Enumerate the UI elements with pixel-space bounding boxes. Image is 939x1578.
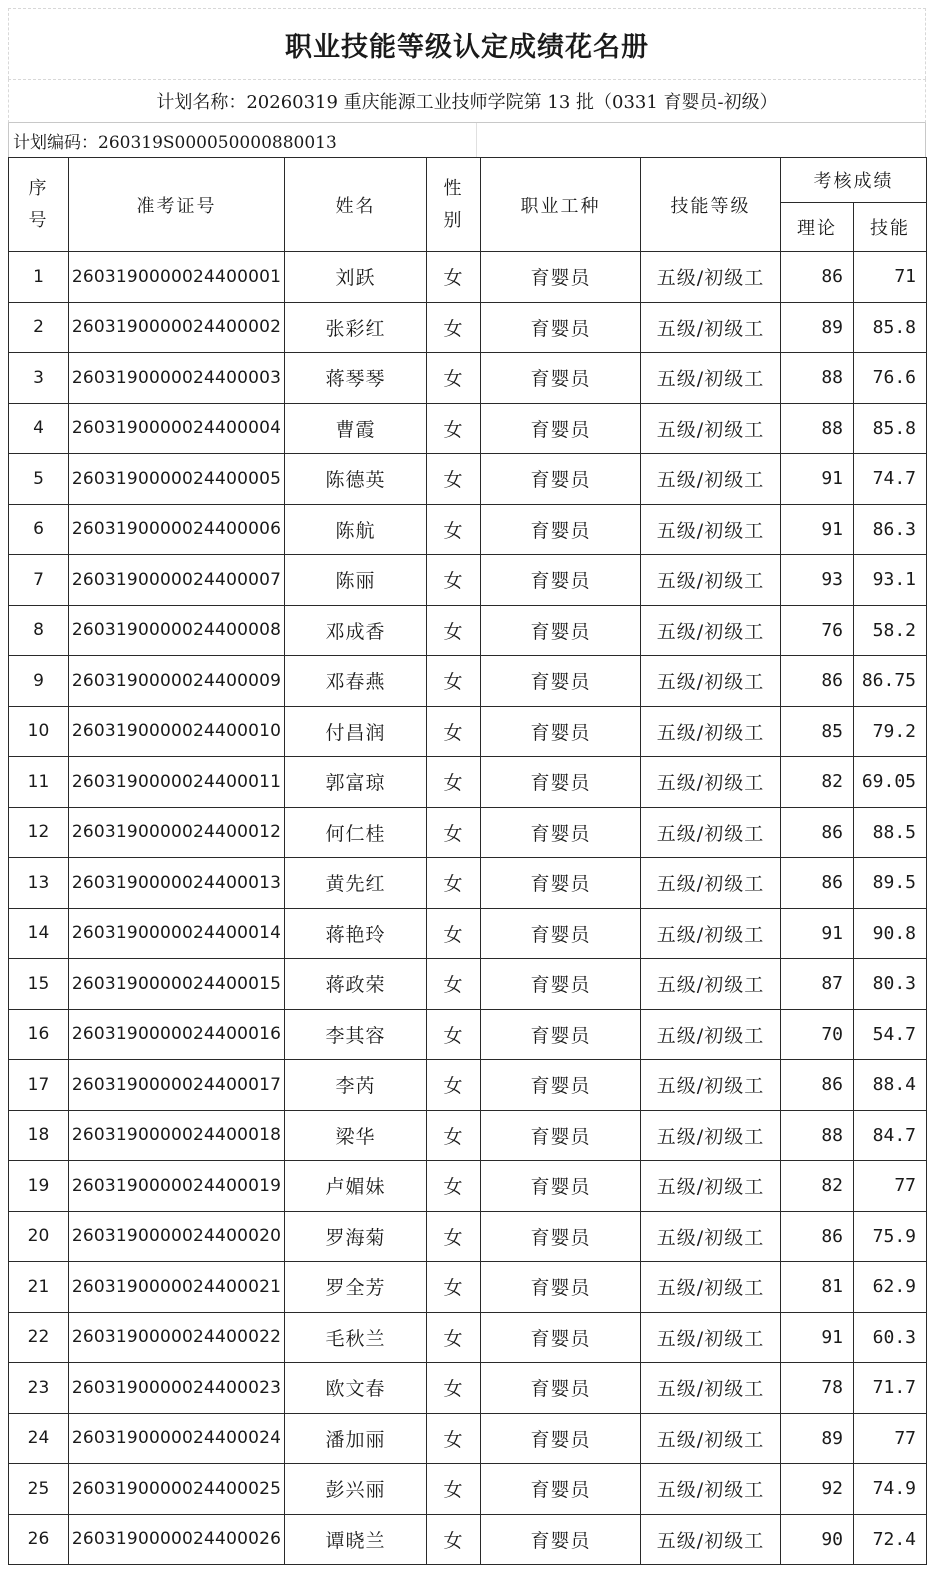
cell-level: 五级/初级工 [641, 1009, 781, 1060]
cell-level: 五级/初级工 [641, 504, 781, 555]
cell-theory: 91 [781, 1312, 854, 1363]
cell-ticket: 2603190000024400022 [69, 1312, 285, 1363]
table-row [9, 1312, 927, 1363]
table-row [9, 1211, 927, 1262]
cell-level: 五级/初级工 [641, 807, 781, 858]
cell-gender: 女 [427, 1363, 481, 1414]
cell-level: 五级/初级工 [641, 555, 781, 606]
cell-seq: 17 [9, 1060, 69, 1111]
cell-ticket: 2603190000024400019 [69, 1161, 285, 1212]
cell-ticket: 2603190000024400018 [69, 1110, 285, 1161]
cell-name: 付昌润 [285, 706, 427, 757]
cell-name: 蒋艳玲 [285, 908, 427, 959]
cell-level: 五级/初级工 [641, 403, 781, 454]
cell-gender: 女 [427, 1009, 481, 1060]
cell-name: 陈丽 [285, 555, 427, 606]
cell-ticket: 2603190000024400011 [69, 757, 285, 808]
cell-seq: 19 [9, 1161, 69, 1212]
cell-occupation: 育婴员 [481, 656, 641, 707]
header-ticket: 准考证号 [69, 158, 285, 252]
cell-occupation: 育婴员 [481, 252, 641, 303]
cell-name: 李芮 [285, 1060, 427, 1111]
cell-skill: 86.75 [854, 656, 927, 707]
cell-seq: 14 [9, 908, 69, 959]
cell-gender: 女 [427, 605, 481, 656]
cell-seq: 12 [9, 807, 69, 858]
header-gender-line1: 性 [443, 177, 464, 199]
header-skill: 技能 [854, 203, 927, 252]
cell-name: 毛秋兰 [285, 1312, 427, 1363]
table-row [9, 1413, 927, 1464]
cell-ticket: 2603190000024400012 [69, 807, 285, 858]
table-row [9, 1363, 927, 1414]
cell-skill: 77 [854, 1413, 927, 1464]
cell-ticket: 2603190000024400004 [69, 403, 285, 454]
cell-level: 五级/初级工 [641, 1161, 781, 1212]
cell-seq: 20 [9, 1211, 69, 1262]
cell-gender: 女 [427, 454, 481, 505]
table-row [9, 1110, 927, 1161]
cell-skill: 71 [854, 252, 927, 303]
cell-gender: 女 [427, 1514, 481, 1565]
cell-theory: 86 [781, 1211, 854, 1262]
cell-level: 五级/初级工 [641, 908, 781, 959]
cell-level: 五级/初级工 [641, 959, 781, 1010]
table-row [9, 706, 927, 757]
cell-ticket: 2603190000024400007 [69, 555, 285, 606]
cell-theory: 86 [781, 656, 854, 707]
cell-theory: 91 [781, 908, 854, 959]
cell-theory: 70 [781, 1009, 854, 1060]
cell-gender: 女 [427, 403, 481, 454]
cell-theory: 86 [781, 1060, 854, 1111]
cell-occupation: 育婴员 [481, 1262, 641, 1313]
cell-ticket: 2603190000024400005 [69, 454, 285, 505]
cell-skill: 86.3 [854, 504, 927, 555]
cell-seq: 26 [9, 1514, 69, 1565]
cell-occupation: 育婴员 [481, 1514, 641, 1565]
header-occupation: 职业工种 [481, 158, 641, 252]
cell-seq: 22 [9, 1312, 69, 1363]
header-name: 姓名 [285, 158, 427, 252]
cell-theory: 86 [781, 252, 854, 303]
cell-level: 五级/初级工 [641, 302, 781, 353]
cell-theory: 86 [781, 858, 854, 909]
cell-skill: 88.5 [854, 807, 927, 858]
cell-occupation: 育婴员 [481, 706, 641, 757]
table-row [9, 1009, 927, 1060]
cell-name: 张彩红 [285, 302, 427, 353]
cell-occupation: 育婴员 [481, 1110, 641, 1161]
cell-occupation: 育婴员 [481, 1363, 641, 1414]
table-body [9, 252, 927, 1565]
header-seq-line1: 序 [28, 177, 49, 199]
header-seq [9, 158, 69, 252]
table-row [9, 353, 927, 404]
cell-level: 五级/初级工 [641, 706, 781, 757]
cell-name: 欧文春 [285, 1363, 427, 1414]
cell-theory: 82 [781, 1161, 854, 1212]
cell-ticket: 2603190000024400003 [69, 353, 285, 404]
cell-seq: 4 [9, 403, 69, 454]
cell-gender: 女 [427, 1110, 481, 1161]
cell-level: 五级/初级工 [641, 252, 781, 303]
table-row [9, 1464, 927, 1515]
cell-level: 五级/初级工 [641, 1312, 781, 1363]
cell-gender: 女 [427, 353, 481, 404]
cell-seq: 6 [9, 504, 69, 555]
cell-skill: 75.9 [854, 1211, 927, 1262]
cell-name: 梁华 [285, 1110, 427, 1161]
cell-ticket: 2603190000024400001 [69, 252, 285, 303]
table-row [9, 656, 927, 707]
cell-name: 李其容 [285, 1009, 427, 1060]
cell-ticket: 2603190000024400025 [69, 1464, 285, 1515]
cell-occupation: 育婴员 [481, 908, 641, 959]
cell-seq: 24 [9, 1413, 69, 1464]
cell-theory: 90 [781, 1514, 854, 1565]
cell-ticket: 2603190000024400013 [69, 858, 285, 909]
cell-level: 五级/初级工 [641, 605, 781, 656]
cell-seq: 18 [9, 1110, 69, 1161]
table-row [9, 403, 927, 454]
cell-occupation: 育婴员 [481, 757, 641, 808]
cell-skill: 80.3 [854, 959, 927, 1010]
cell-gender: 女 [427, 252, 481, 303]
cell-occupation: 育婴员 [481, 1009, 641, 1060]
cell-skill: 54.7 [854, 1009, 927, 1060]
cell-seq: 9 [9, 656, 69, 707]
cell-skill: 69.05 [854, 757, 927, 808]
cell-ticket: 2603190000024400006 [69, 504, 285, 555]
table-row [9, 1060, 927, 1111]
cell-theory: 87 [781, 959, 854, 1010]
cell-gender: 女 [427, 1413, 481, 1464]
table-row [9, 858, 927, 909]
header-level: 技能等级 [641, 158, 781, 252]
cell-ticket: 2603190000024400024 [69, 1413, 285, 1464]
cell-occupation: 育婴员 [481, 504, 641, 555]
cell-theory: 93 [781, 555, 854, 606]
cell-level: 五级/初级工 [641, 1413, 781, 1464]
cell-gender: 女 [427, 1262, 481, 1313]
header-gender-line2: 别 [443, 209, 464, 231]
cell-skill: 76.6 [854, 353, 927, 404]
cell-occupation: 育婴员 [481, 1312, 641, 1363]
table-row [9, 807, 927, 858]
cell-occupation: 育婴员 [481, 1211, 641, 1262]
cell-name: 郭富琼 [285, 757, 427, 808]
cell-skill: 84.7 [854, 1110, 927, 1161]
cell-level: 五级/初级工 [641, 858, 781, 909]
header-gender [427, 158, 481, 252]
table-row [9, 908, 927, 959]
cell-gender: 女 [427, 1312, 481, 1363]
cell-skill: 89.5 [854, 858, 927, 909]
cell-level: 五级/初级工 [641, 1464, 781, 1515]
cell-ticket: 2603190000024400023 [69, 1363, 285, 1414]
cell-ticket: 2603190000024400010 [69, 706, 285, 757]
plan-code-row [8, 123, 926, 157]
score-table [8, 157, 927, 1565]
cell-skill: 85.8 [854, 302, 927, 353]
cell-level: 五级/初级工 [641, 656, 781, 707]
cell-seq: 5 [9, 454, 69, 505]
cell-ticket: 2603190000024400021 [69, 1262, 285, 1313]
cell-gender: 女 [427, 1161, 481, 1212]
table-row [9, 504, 927, 555]
cell-gender: 女 [427, 858, 481, 909]
cell-occupation: 育婴员 [481, 858, 641, 909]
cell-name: 卢媚妹 [285, 1161, 427, 1212]
cell-level: 五级/初级工 [641, 1363, 781, 1414]
cell-theory: 92 [781, 1464, 854, 1515]
cell-name: 罗全芳 [285, 1262, 427, 1313]
cell-name: 刘跃 [285, 252, 427, 303]
table-row [9, 1262, 927, 1313]
plan-code: 计划编码：260319S000050000880013 [9, 123, 477, 157]
cell-skill: 60.3 [854, 1312, 927, 1363]
cell-gender: 女 [427, 757, 481, 808]
cell-ticket: 2603190000024400017 [69, 1060, 285, 1111]
cell-skill: 62.9 [854, 1262, 927, 1313]
cell-name: 陈航 [285, 504, 427, 555]
cell-gender: 女 [427, 656, 481, 707]
cell-occupation: 育婴员 [481, 302, 641, 353]
cell-level: 五级/初级工 [641, 1514, 781, 1565]
cell-seq: 10 [9, 706, 69, 757]
cell-ticket: 2603190000024400015 [69, 959, 285, 1010]
cell-gender: 女 [427, 555, 481, 606]
cell-seq: 8 [9, 605, 69, 656]
cell-theory: 82 [781, 757, 854, 808]
cell-theory: 89 [781, 302, 854, 353]
cell-seq: 11 [9, 757, 69, 808]
cell-name: 黄先红 [285, 858, 427, 909]
cell-skill: 72.4 [854, 1514, 927, 1565]
cell-skill: 90.8 [854, 908, 927, 959]
cell-ticket: 2603190000024400002 [69, 302, 285, 353]
cell-gender: 女 [427, 807, 481, 858]
cell-level: 五级/初级工 [641, 454, 781, 505]
cell-name: 邓春燕 [285, 656, 427, 707]
table-row [9, 454, 927, 505]
cell-gender: 女 [427, 908, 481, 959]
table-row [9, 1514, 927, 1565]
cell-seq: 2 [9, 302, 69, 353]
cell-name: 彭兴丽 [285, 1464, 427, 1515]
cell-level: 五级/初级工 [641, 1262, 781, 1313]
header-scores: 考核成绩 [781, 158, 927, 203]
cell-theory: 81 [781, 1262, 854, 1313]
cell-skill: 79.2 [854, 706, 927, 757]
cell-seq: 13 [9, 858, 69, 909]
table-row [9, 1161, 927, 1212]
cell-seq: 23 [9, 1363, 69, 1414]
cell-occupation: 育婴员 [481, 403, 641, 454]
header-seq-line2: 号 [28, 209, 49, 231]
cell-skill: 93.1 [854, 555, 927, 606]
cell-level: 五级/初级工 [641, 1110, 781, 1161]
cell-skill: 71.7 [854, 1363, 927, 1414]
cell-occupation: 育婴员 [481, 1413, 641, 1464]
cell-skill: 74.9 [854, 1464, 927, 1515]
cell-occupation: 育婴员 [481, 959, 641, 1010]
cell-name: 陈德英 [285, 454, 427, 505]
cell-theory: 76 [781, 605, 854, 656]
cell-theory: 89 [781, 1413, 854, 1464]
cell-name: 曹霞 [285, 403, 427, 454]
cell-skill: 88.4 [854, 1060, 927, 1111]
cell-name: 蒋政荣 [285, 959, 427, 1010]
cell-gender: 女 [427, 302, 481, 353]
cell-skill: 77 [854, 1161, 927, 1212]
cell-seq: 16 [9, 1009, 69, 1060]
cell-occupation: 育婴员 [481, 1464, 641, 1515]
table-row [9, 252, 927, 303]
cell-name: 邓成香 [285, 605, 427, 656]
cell-occupation: 育婴员 [481, 1161, 641, 1212]
cell-gender: 女 [427, 1060, 481, 1111]
cell-seq: 3 [9, 353, 69, 404]
cell-gender: 女 [427, 959, 481, 1010]
cell-level: 五级/初级工 [641, 1211, 781, 1262]
cell-theory: 88 [781, 403, 854, 454]
cell-gender: 女 [427, 1211, 481, 1262]
cell-seq: 21 [9, 1262, 69, 1313]
cell-theory: 88 [781, 1110, 854, 1161]
document-title: 职业技能等级认定成绩花名册 [8, 8, 926, 79]
cell-level: 五级/初级工 [641, 757, 781, 808]
cell-level: 五级/初级工 [641, 1060, 781, 1111]
cell-seq: 7 [9, 555, 69, 606]
cell-ticket: 2603190000024400026 [69, 1514, 285, 1565]
cell-ticket: 2603190000024400008 [69, 605, 285, 656]
cell-theory: 91 [781, 454, 854, 505]
cell-theory: 78 [781, 1363, 854, 1414]
cell-occupation: 育婴员 [481, 353, 641, 404]
cell-occupation: 育婴员 [481, 454, 641, 505]
cell-ticket: 2603190000024400009 [69, 656, 285, 707]
cell-seq: 15 [9, 959, 69, 1010]
cell-level: 五级/初级工 [641, 353, 781, 404]
cell-theory: 86 [781, 807, 854, 858]
cell-name: 何仁桂 [285, 807, 427, 858]
cell-name: 潘加丽 [285, 1413, 427, 1464]
table-row [9, 555, 927, 606]
cell-seq: 1 [9, 252, 69, 303]
table-row [9, 302, 927, 353]
plan-name: 计划名称：20260319 重庆能源工业技师学院第 13 批（0331 育婴员-初级） [8, 79, 926, 123]
cell-ticket: 2603190000024400016 [69, 1009, 285, 1060]
cell-skill: 74.7 [854, 454, 927, 505]
cell-occupation: 育婴员 [481, 807, 641, 858]
cell-occupation: 育婴员 [481, 605, 641, 656]
cell-name: 蒋琴琴 [285, 353, 427, 404]
cell-gender: 女 [427, 504, 481, 555]
cell-skill: 58.2 [854, 605, 927, 656]
roster-sheet [8, 8, 926, 1565]
cell-theory: 85 [781, 706, 854, 757]
cell-ticket: 2603190000024400020 [69, 1211, 285, 1262]
cell-theory: 88 [781, 353, 854, 404]
cell-theory: 91 [781, 504, 854, 555]
cell-occupation: 育婴员 [481, 555, 641, 606]
cell-seq: 25 [9, 1464, 69, 1515]
cell-occupation: 育婴员 [481, 1060, 641, 1111]
table-row [9, 959, 927, 1010]
table-row [9, 605, 927, 656]
header-theory: 理论 [781, 203, 854, 252]
cell-ticket: 2603190000024400014 [69, 908, 285, 959]
cell-gender: 女 [427, 1464, 481, 1515]
table-row [9, 757, 927, 808]
cell-gender: 女 [427, 706, 481, 757]
cell-skill: 85.8 [854, 403, 927, 454]
cell-name: 罗海菊 [285, 1211, 427, 1262]
cell-name: 谭晓兰 [285, 1514, 427, 1565]
